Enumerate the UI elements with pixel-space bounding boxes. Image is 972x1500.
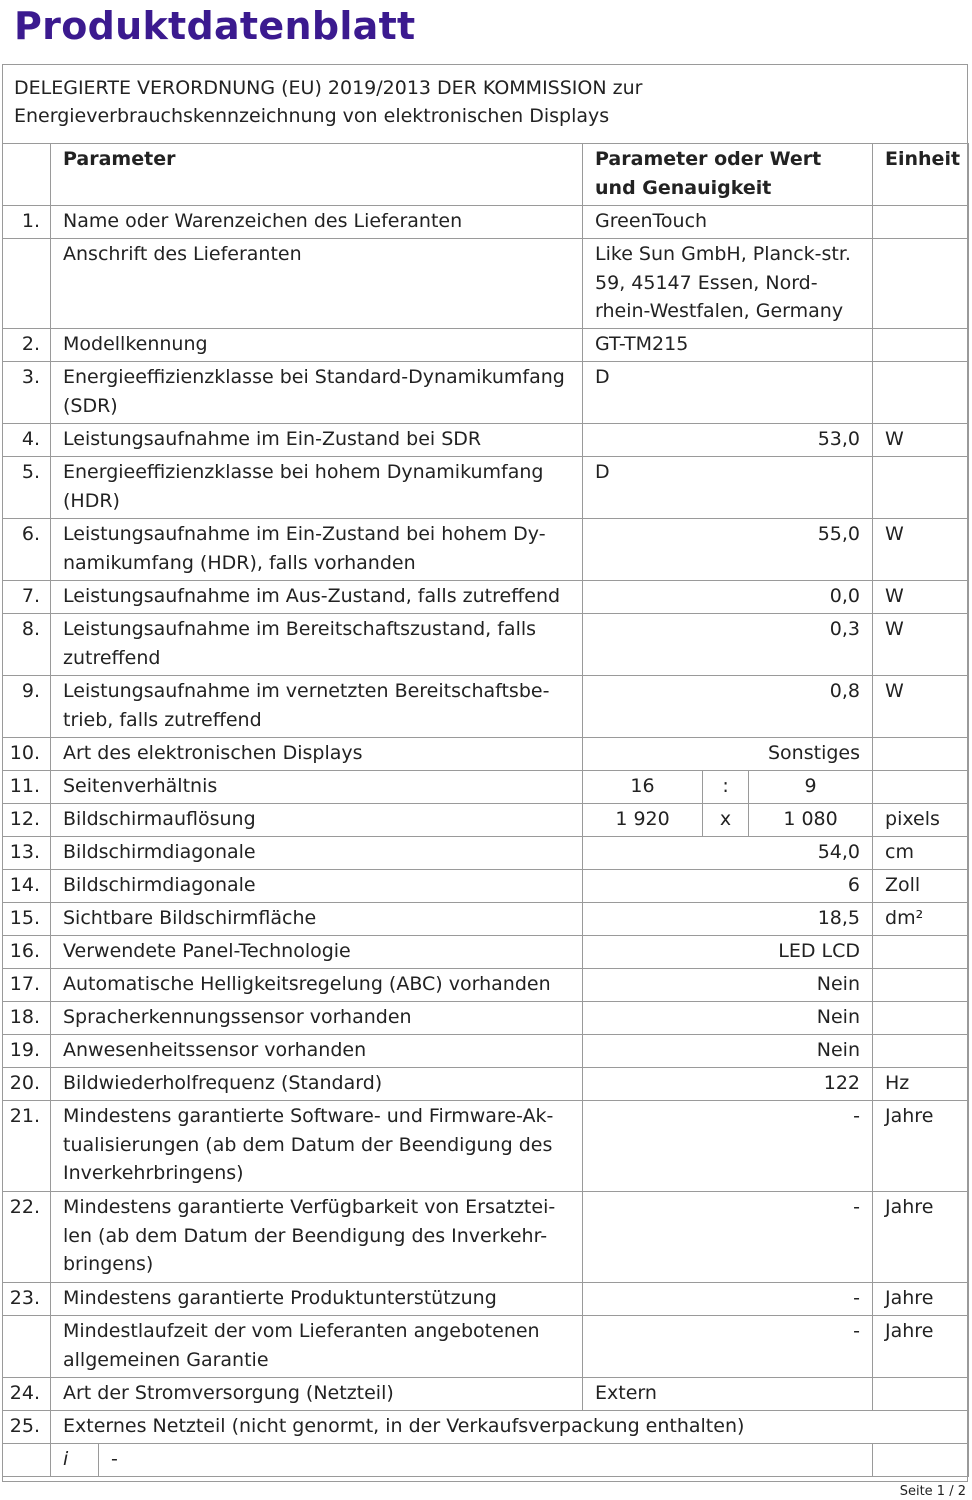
sub-item-value: - bbox=[99, 1444, 873, 1477]
table-row bbox=[3, 738, 969, 771]
row-parameter: Mindestens garantierte Verfügbarkeit von Ersatztei-len (ab dem Datum der Beendigung des Inverkehr-bringens) bbox=[51, 1192, 583, 1283]
aspect-height: 9 bbox=[749, 771, 873, 804]
row-unit bbox=[873, 1035, 969, 1068]
regulation-intro bbox=[14, 74, 642, 130]
row-value: Nein bbox=[583, 1002, 873, 1035]
row-parameter: Anwesenheitssensor vorhanden bbox=[51, 1035, 583, 1068]
header-unit: Einheit bbox=[873, 144, 969, 206]
row-number: 23. bbox=[3, 1283, 51, 1316]
row-unit: W bbox=[873, 581, 969, 614]
page-title: Produktdatenblatt bbox=[14, 4, 416, 48]
row-parameter: Leistungsaufnahme im Ein-Zustand bei hohem Dy-namikumfang (HDR), falls vorhanden bbox=[51, 519, 583, 581]
row-unit bbox=[873, 206, 969, 239]
row-parameter: Leistungsaufnahme im Ein-Zustand bei SDR bbox=[51, 424, 583, 457]
page-number: Seite 1 / 2 bbox=[899, 1484, 966, 1499]
row-number bbox=[3, 239, 51, 329]
table-row bbox=[3, 870, 969, 903]
row-number: 20. bbox=[3, 1068, 51, 1101]
intro-line-1: DELEGIERTE VERORDNUNG (EU) 2019/2013 DER KOMMISSION zur bbox=[14, 77, 643, 99]
row-value: Sonstiges bbox=[583, 738, 873, 771]
row-unit: Jahre bbox=[873, 1283, 969, 1316]
row-unit bbox=[873, 1002, 969, 1035]
sub-item-label: i bbox=[51, 1444, 99, 1477]
row-number: 6. bbox=[3, 519, 51, 581]
row-unit bbox=[873, 936, 969, 969]
row-number: 18. bbox=[3, 1002, 51, 1035]
row-number: 14. bbox=[3, 870, 51, 903]
row-value: - bbox=[583, 1101, 873, 1192]
table-row bbox=[3, 1316, 969, 1378]
aspect-separator: : bbox=[703, 771, 749, 804]
table-row bbox=[3, 1444, 969, 1477]
row-unit: pixels bbox=[873, 804, 969, 837]
row-number: 11. bbox=[3, 771, 51, 804]
row-parameter: Bildschirmdiagonale bbox=[51, 870, 583, 903]
table-row bbox=[3, 206, 969, 239]
table-row bbox=[3, 362, 969, 424]
header-parameter: Parameter bbox=[51, 144, 583, 206]
row-unit: dm² bbox=[873, 903, 969, 936]
table-row bbox=[3, 1101, 969, 1192]
row-parameter: Sichtbare Bildschirmfläche bbox=[51, 903, 583, 936]
row-parameter: Art der Stromversorgung (Netzteil) bbox=[51, 1378, 583, 1411]
row-parameter: Leistungsaufnahme im Bereitschaftszustand, falls zutreffend bbox=[51, 614, 583, 676]
row-value: - bbox=[583, 1283, 873, 1316]
row-value: Nein bbox=[583, 1035, 873, 1068]
row-value: 0,3 bbox=[583, 614, 873, 676]
row-number: 19. bbox=[3, 1035, 51, 1068]
table-row bbox=[3, 837, 969, 870]
row-value: LED LCD bbox=[583, 936, 873, 969]
row-number: 22. bbox=[3, 1192, 51, 1283]
row-unit bbox=[873, 738, 969, 771]
row-parameter: Name oder Warenzeichen des Lieferanten bbox=[51, 206, 583, 239]
row-value: Like Sun GmbH, Planck-str. 59, 45147 Essen, Nord-rhein-Westfalen, Germany bbox=[583, 239, 873, 329]
table-row bbox=[3, 804, 969, 837]
row-unit: W bbox=[873, 614, 969, 676]
row-number: 12. bbox=[3, 804, 51, 837]
table-row bbox=[3, 1035, 969, 1068]
row-parameter: Seitenverhältnis bbox=[51, 771, 583, 804]
row-unit: W bbox=[873, 424, 969, 457]
row-value: - bbox=[583, 1316, 873, 1378]
table-row bbox=[3, 614, 969, 676]
row-unit: cm bbox=[873, 837, 969, 870]
row-unit: W bbox=[873, 519, 969, 581]
row-unit bbox=[873, 1378, 969, 1411]
row-unit bbox=[873, 362, 969, 424]
intro-line-2: Energieverbrauchskennzeichnung von elektronischen Displays bbox=[14, 105, 610, 127]
table-row bbox=[3, 581, 969, 614]
row-number: 16. bbox=[3, 936, 51, 969]
row-unit bbox=[873, 239, 969, 329]
row-value: 55,0 bbox=[583, 519, 873, 581]
table-row bbox=[3, 676, 969, 738]
row-unit bbox=[873, 969, 969, 1002]
row-value: 0,0 bbox=[583, 581, 873, 614]
row-parameter: Anschrift des Lieferanten bbox=[51, 239, 583, 329]
row-unit bbox=[873, 457, 969, 519]
row-parameter: Art des elektronischen Displays bbox=[51, 738, 583, 771]
row-value: D bbox=[583, 362, 873, 424]
row-unit bbox=[873, 771, 969, 804]
row-value: 53,0 bbox=[583, 424, 873, 457]
row-parameter: Energieeffizienzklasse bei hohem Dynamikumfang (HDR) bbox=[51, 457, 583, 519]
row-number: 17. bbox=[3, 969, 51, 1002]
row-unit: Jahre bbox=[873, 1101, 969, 1192]
row-parameter: Spracherkennungssensor vorhanden bbox=[51, 1002, 583, 1035]
row-unit bbox=[873, 329, 969, 362]
row-number: 2. bbox=[3, 329, 51, 362]
table-row bbox=[3, 239, 969, 329]
resolution-separator: x bbox=[703, 804, 749, 837]
row-number: 7. bbox=[3, 581, 51, 614]
row-parameter: Modellkennung bbox=[51, 329, 583, 362]
row-unit: Jahre bbox=[873, 1316, 969, 1378]
table-row bbox=[3, 1002, 969, 1035]
table-row bbox=[3, 771, 969, 804]
row-parameter: Automatische Helligkeitsregelung (ABC) vorhanden bbox=[51, 969, 583, 1002]
row-parameter: Bildschirmauflösung bbox=[51, 804, 583, 837]
row-unit: Jahre bbox=[873, 1192, 969, 1283]
row-value: Nein bbox=[583, 969, 873, 1002]
row-value: 54,0 bbox=[583, 837, 873, 870]
row-number: 9. bbox=[3, 676, 51, 738]
row-unit: Hz bbox=[873, 1068, 969, 1101]
row-value: 18,5 bbox=[583, 903, 873, 936]
header-value: Parameter oder Wert und Genauigkeit bbox=[583, 144, 873, 206]
table-header-row bbox=[3, 144, 969, 206]
table-row bbox=[3, 519, 969, 581]
row-value: GT-TM215 bbox=[583, 329, 873, 362]
row-unit: W bbox=[873, 676, 969, 738]
row-parameter: Bildwiederholfrequenz (Standard) bbox=[51, 1068, 583, 1101]
resolution-height: 1 080 bbox=[749, 804, 873, 837]
table-row bbox=[3, 1283, 969, 1316]
table-row bbox=[3, 936, 969, 969]
row-number: 5. bbox=[3, 457, 51, 519]
row-parameter: Mindestens garantierte Software- und Firmware-Ak-tualisierungen (ab dem Datum der Beendigung des Inverkehrbringens) bbox=[51, 1101, 583, 1192]
row-parameter: Externes Netzteil (nicht genormt, in der Verkaufsverpackung enthalten) bbox=[51, 1411, 969, 1444]
row-number: 15. bbox=[3, 903, 51, 936]
table-row bbox=[3, 903, 969, 936]
table-row bbox=[3, 969, 969, 1002]
aspect-width: 16 bbox=[583, 771, 703, 804]
row-number: 13. bbox=[3, 837, 51, 870]
row-parameter: Energieeffizienzklasse bei Standard-Dynamikumfang (SDR) bbox=[51, 362, 583, 424]
row-unit: Zoll bbox=[873, 870, 969, 903]
table-row bbox=[3, 1378, 969, 1411]
row-parameter: Mindestens garantierte Produktunterstützung bbox=[51, 1283, 583, 1316]
row-parameter: Bildschirmdiagonale bbox=[51, 837, 583, 870]
row-parameter: Mindestlaufzeit der vom Lieferanten angebotenen allgemeinen Garantie bbox=[51, 1316, 583, 1378]
row-parameter: Verwendete Panel-Technologie bbox=[51, 936, 583, 969]
row-value: 0,8 bbox=[583, 676, 873, 738]
row-number: 21. bbox=[3, 1101, 51, 1192]
row-number: 24. bbox=[3, 1378, 51, 1411]
table-row bbox=[3, 1411, 969, 1444]
row-value: - bbox=[583, 1192, 873, 1283]
row-number: 4. bbox=[3, 424, 51, 457]
row-value: Extern bbox=[583, 1378, 873, 1411]
table-row bbox=[3, 424, 969, 457]
row-value: 6 bbox=[583, 870, 873, 903]
row-value: 122 bbox=[583, 1068, 873, 1101]
row-parameter: Leistungsaufnahme im vernetzten Bereitschaftsbe-trieb, falls zutreffend bbox=[51, 676, 583, 738]
row-number: 25. bbox=[3, 1411, 51, 1444]
row-number: 3. bbox=[3, 362, 51, 424]
row-parameter: Leistungsaufnahme im Aus-Zustand, falls zutreffend bbox=[51, 581, 583, 614]
row-value: D bbox=[583, 457, 873, 519]
resolution-width: 1 920 bbox=[583, 804, 703, 837]
table-row bbox=[3, 1192, 969, 1283]
table-row bbox=[3, 329, 969, 362]
row-number: 8. bbox=[3, 614, 51, 676]
product-data-table bbox=[2, 143, 969, 1477]
row-number bbox=[3, 1316, 51, 1378]
table-row bbox=[3, 457, 969, 519]
row-value: GreenTouch bbox=[583, 206, 873, 239]
table-row bbox=[3, 1068, 969, 1101]
row-number: 1. bbox=[3, 206, 51, 239]
row-number: 10. bbox=[3, 738, 51, 771]
